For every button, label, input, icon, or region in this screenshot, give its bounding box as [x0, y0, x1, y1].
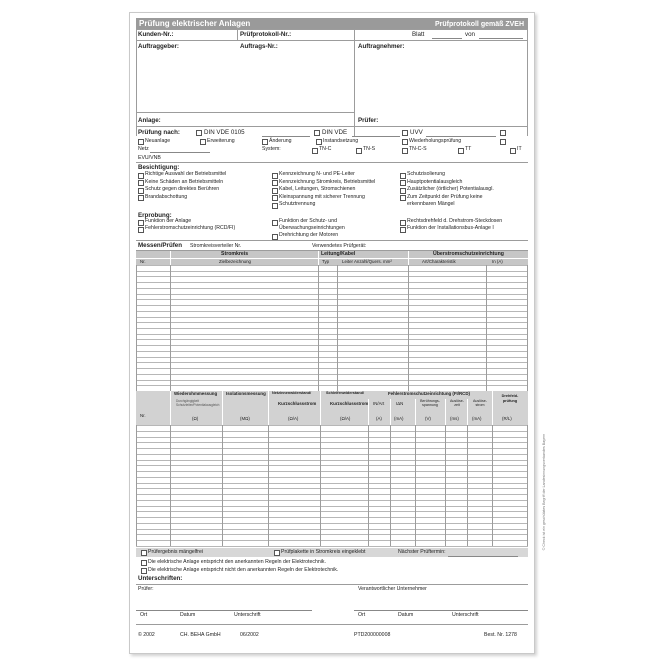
- grid-col-line: [467, 425, 468, 546]
- t2-netz2: Kurzschlussstrom: [278, 401, 317, 406]
- code-text: PTD200000008: [354, 632, 391, 638]
- grid-row-line: [136, 362, 528, 363]
- besichtigung-item: Kabel, Leitungen, Stromschienen: [279, 186, 356, 193]
- copyright-text: © 2002: [138, 632, 155, 638]
- grid-row-line: [136, 317, 528, 318]
- netz-label: Netz: [138, 146, 149, 152]
- tn-s-checkbox[interactable]: [356, 148, 362, 154]
- grid-row-line: [136, 471, 528, 472]
- grid-row-line: [136, 460, 528, 461]
- system-label: System:: [262, 146, 281, 152]
- t2-in: IN/Art: [373, 401, 385, 406]
- t2-wieder-sub: Durchgängigkeit Schutzleiter/Potentialausgleich: [176, 399, 220, 407]
- din-vde-0105-checkbox[interactable]: [196, 130, 202, 136]
- sig-pruefer-label: Prüfer:: [138, 586, 154, 592]
- regel-ok-checkbox[interactable]: [141, 560, 147, 566]
- besichtigung-item: erkennbaren Mängel: [407, 201, 455, 208]
- neuanlage-label: Neuanlage: [145, 137, 171, 144]
- grid-row-line: [136, 517, 528, 518]
- grid-row-line: [136, 437, 528, 438]
- t2-schleife: Schleifenwiderstand/: [326, 391, 364, 395]
- aenderung-label: Änderung: [269, 137, 292, 144]
- sig1-datum: Datum: [180, 612, 196, 618]
- erprobung-item: Funktion der Anlage: [145, 218, 192, 224]
- t1-ueberstrom: Überstromschutzeinrichtung: [433, 251, 504, 257]
- t2-idelta-unit: (mA): [394, 416, 404, 421]
- sig2-ort: Ort: [358, 612, 366, 618]
- din-vde-label: DIN VDE: [322, 129, 348, 136]
- grid-col-line: [415, 425, 416, 546]
- erprobung-item: Funktion der Schutz- und: [279, 218, 337, 224]
- head-col-line: [415, 399, 416, 425]
- head-col-line: [268, 391, 269, 425]
- t1-typ: Typ: [322, 259, 330, 264]
- grid-row-line: [136, 374, 528, 375]
- t2-ausloesestrom-unit: (mA): [472, 416, 482, 421]
- t1-stromkreis: Stromkreis: [221, 251, 249, 257]
- grid-row-line: [136, 506, 528, 507]
- wiederholung-label: Wiederholungsprüfung: [409, 137, 462, 144]
- t2-idelta: IΔN: [396, 401, 404, 406]
- evu-label: EVU/VNB: [138, 155, 161, 161]
- besichtigung-item: Schutz gegen direktes Berühren: [145, 186, 220, 193]
- erprobung-checkbox[interactable]: [400, 220, 406, 226]
- erprobung-item: Überwachungseinrichtungen: [279, 225, 345, 232]
- grid-row-line: [136, 523, 528, 524]
- grid-row-line: [136, 294, 528, 295]
- date-text: 06/2002: [240, 632, 259, 638]
- tn-c-label: TN-C: [319, 146, 332, 152]
- plakette-checkbox[interactable]: [274, 550, 280, 556]
- t2-dreh: Drehfeld- prüfung: [501, 394, 519, 403]
- regel-ok-label: Die elektrische Anlage entspricht den anerkannten Regeln der Elektrotechnik.: [148, 559, 326, 565]
- grid-col-line: [486, 265, 487, 391]
- grid-col-line: [527, 425, 528, 546]
- auftraggeber-label: Auftraggeber:: [138, 43, 179, 50]
- extra-checkbox[interactable]: [500, 130, 506, 136]
- t1-in: In (A): [492, 259, 503, 264]
- anlage-label: Anlage:: [138, 117, 161, 124]
- grid-row-line: [136, 322, 528, 323]
- besichtigung-checkbox[interactable]: [138, 180, 144, 186]
- grid-col-line: [337, 265, 338, 391]
- erprobung-checkbox[interactable]: [138, 220, 144, 226]
- erprobung-item: Rechtsdrehfeld d. Drehstrom-Steckdosen: [407, 218, 503, 224]
- side-note-text: © Check ist ein geschütztes Begriff der Landesinnungsverbandes Bayern: [542, 433, 546, 551]
- grid-row-line: [136, 282, 528, 283]
- tn-s-label: TN-S: [363, 146, 376, 152]
- grid-row-line: [136, 357, 528, 358]
- erprobung-checkbox[interactable]: [272, 234, 278, 240]
- extra2-checkbox[interactable]: [500, 139, 506, 145]
- grid-row-line: [136, 368, 528, 369]
- t1-nr: Nr.: [140, 259, 146, 264]
- erweiterung-label: Erweiterung: [207, 137, 235, 144]
- grid-row-line: [136, 494, 528, 495]
- pruefer-label: Prüfer:: [358, 117, 379, 124]
- erprobung-checkbox[interactable]: [400, 227, 406, 233]
- grid-col-line: [390, 425, 391, 546]
- besichtigung-item: Schutzisolierung: [407, 171, 446, 177]
- besichtigung-item: Brandabschottung: [145, 193, 188, 200]
- grid-row-line: [136, 339, 528, 340]
- besichtigung-item: Keine Schäden an Betriebsmitteln: [145, 178, 224, 185]
- besichtigung-checkbox[interactable]: [400, 188, 406, 194]
- grid-row-line: [136, 305, 528, 306]
- grid-row-line: [136, 488, 528, 489]
- head-col-line: [368, 399, 369, 425]
- t2-in-unit: (A): [376, 416, 382, 421]
- instandsetzung-checkbox[interactable]: [316, 139, 322, 145]
- grid-row-line: [136, 454, 528, 455]
- besichtigung-checkbox[interactable]: [400, 173, 406, 179]
- besichtigung-checkbox[interactable]: [138, 188, 144, 194]
- head-col-line: [408, 251, 409, 265]
- grid-row-line: [136, 334, 528, 335]
- head-col-line: [170, 251, 171, 265]
- grid-row-line: [136, 425, 528, 426]
- besichtigung-item: Richtige Auswahl der Betriebsmittel: [145, 171, 227, 177]
- head-col-line: [390, 399, 391, 425]
- inspection-form: [136, 18, 528, 648]
- grid-row-line: [136, 288, 528, 289]
- erweiterung-checkbox[interactable]: [200, 139, 206, 145]
- regel-nok-checkbox[interactable]: [141, 568, 147, 574]
- head-col-line: [320, 391, 321, 425]
- grid-row-line: [136, 385, 528, 386]
- besichtigung-checkbox[interactable]: [272, 173, 278, 179]
- besichtigung-item: Zusätzlicher (örtlicher) Potentialausgl.: [407, 186, 494, 193]
- besichtigung-item: Schutztrennung: [279, 201, 316, 208]
- grid-row-line: [136, 345, 528, 346]
- besichtigung-item: Kleinspannung mit sicherer Trennung: [279, 193, 365, 200]
- it-label: IT: [517, 146, 522, 152]
- grid-col-line: [445, 425, 446, 546]
- t2-schleife2: Kurzschlussstrom: [330, 401, 369, 406]
- pruefung-nach-label: Prüfung nach:: [138, 129, 180, 136]
- best-nr-text: Best. Nr. 1278: [484, 632, 517, 638]
- grid-col-line: [170, 425, 171, 546]
- besichtigung-item: Zum Zeitpunkt der Prüfung keine: [407, 193, 483, 200]
- erprobung-item: Funktion der Installationsbus-Anlage I: [407, 225, 494, 232]
- maengelfrei-label: Prüfergebnis mängelfrei: [148, 549, 204, 555]
- instandsetzung-label: Instandsetzung: [323, 137, 359, 144]
- head-col-line: [318, 251, 319, 265]
- grid-row-line: [136, 477, 528, 478]
- aenderung-checkbox[interactable]: [262, 139, 268, 145]
- t2-nr: Nr.: [140, 413, 146, 418]
- grid-col-line: [136, 265, 137, 391]
- t2-wieder-unit: (Ω): [192, 416, 199, 421]
- grid-col-line: [527, 265, 528, 391]
- grid-row-line: [136, 276, 528, 277]
- it-checkbox[interactable]: [510, 148, 516, 154]
- neuanlage-checkbox[interactable]: [138, 139, 144, 145]
- plakette-label: Prüfplakette in Stromkreis eingeklebt: [281, 549, 366, 555]
- erprobung-checkbox[interactable]: [272, 220, 278, 226]
- t2-netz: Netzinnenwiderstand/: [272, 391, 312, 395]
- form-sheet: [129, 12, 535, 654]
- besichtigung-checkbox[interactable]: [138, 195, 144, 201]
- tt-label: TT: [465, 146, 472, 152]
- side-note: [534, 365, 546, 625]
- erprobung-item: Drehrichtung der Motoren: [279, 232, 339, 239]
- head-col-line: [467, 399, 468, 425]
- besichtigung-checkbox[interactable]: [272, 195, 278, 201]
- t2-netz-unit: (Ω/A): [288, 416, 299, 421]
- head-col-line: [445, 399, 446, 425]
- von-label: von: [465, 31, 475, 38]
- t1-ziel: Zielbezeichnung: [219, 259, 251, 264]
- t1-art: Art/Charakteristik: [422, 259, 456, 264]
- besichtigung-checkbox[interactable]: [272, 188, 278, 194]
- t2-schleife-unit: (Ω/A): [340, 416, 351, 421]
- tn-c-s-label: TN-C-S: [409, 146, 427, 152]
- sig2-unterschrift: Unterschrift: [452, 612, 479, 618]
- t2-iso-unit: (MΩ): [240, 416, 250, 421]
- sig2-datum: Datum: [398, 612, 414, 618]
- unterschriften-title: Unterschriften:: [138, 575, 183, 582]
- grid-col-line: [170, 265, 171, 391]
- grid-col-line: [368, 425, 369, 546]
- grid-row-line: [136, 299, 528, 300]
- grid-row-line: [136, 328, 528, 329]
- grid-col-line: [492, 425, 493, 546]
- wiederholung-checkbox[interactable]: [402, 139, 408, 145]
- t2-wieder: Wiederohmmessung: [174, 391, 218, 396]
- besichtigung-item: Kennzeichnung N- und PE-Leiter: [279, 171, 355, 177]
- head-col-line: [492, 391, 493, 425]
- erprobung-item: Fehlerstromschutzeinrichtung (RCD/FI): [145, 225, 236, 232]
- grid-col-line: [318, 265, 319, 391]
- form-subtitle: Prüfprotokoll gemäß ZVEH: [434, 20, 524, 28]
- besichtigung-checkbox[interactable]: [400, 180, 406, 186]
- besichtigung-checkbox[interactable]: [400, 195, 406, 201]
- sig-unternehmer-label: Verantwortlicher Unternehmer: [358, 586, 427, 592]
- auftrags-nr-label: Auftrags-Nr.:: [240, 43, 278, 50]
- grid-row-line: [136, 529, 528, 530]
- besichtigung-title: Besichtigung:: [138, 164, 180, 171]
- t2-beruehr: Berührungs- spannung: [420, 399, 440, 407]
- t2-beruehr-unit: (V): [425, 416, 431, 421]
- din-vde-0105-label: DIN VDE 0105: [204, 129, 245, 136]
- besichtigung-checkbox[interactable]: [138, 173, 144, 179]
- t2-fehler: Fehlerstromschutzeinrichtung (FI/RCD): [388, 391, 470, 396]
- tn-c-s-checkbox[interactable]: [402, 148, 408, 154]
- header-bar: [136, 18, 528, 29]
- grid-col-line: [408, 265, 409, 391]
- grid-col-line: [320, 425, 321, 546]
- t2-ausloese: Auslöse- zeit: [450, 399, 464, 407]
- grid-row-line: [136, 546, 528, 547]
- t2-ausloese-unit: (ms): [450, 416, 459, 421]
- tn-c-checkbox[interactable]: [312, 148, 318, 154]
- grid-row-line: [136, 265, 528, 266]
- uvv-label: UVV: [410, 129, 423, 136]
- messen-title: Messen/Prüfen: [138, 242, 183, 249]
- kunden-nr-label: Kunden-Nr.:: [138, 31, 174, 38]
- sig1-ort: Ort: [140, 612, 148, 618]
- grid-row-line: [136, 431, 528, 432]
- erprobung-title: Erprobung:: [138, 212, 172, 219]
- grid-row-line: [136, 465, 528, 466]
- company-text: CH. BEHA GmbH: [180, 632, 221, 638]
- grid-row-line: [136, 271, 528, 272]
- grid-row-line: [136, 442, 528, 443]
- grid-col-line: [136, 425, 137, 546]
- head-col-line: [170, 391, 171, 425]
- naechster-label: Nächster Prüftermin:: [398, 549, 446, 555]
- t2-iso: Isolationsmessung: [226, 391, 266, 396]
- grid-row-line: [136, 511, 528, 512]
- form-title: Prüfung elektrischer Anlagen: [139, 19, 251, 28]
- t2-ausloesestrom: Auslöse- strom: [473, 399, 487, 407]
- pruefgeraet-label: Verwendetes Prüfgerät:: [312, 243, 367, 249]
- grid-row-line: [136, 540, 528, 541]
- grid-row-line: [136, 534, 528, 535]
- grid-col-line: [268, 425, 269, 546]
- t1-leiter: Leiter Anzahl/Quers. mm²: [342, 259, 392, 264]
- regel-nok-label: Die elektrische Anlage entspricht nicht den anerkannten Regeln der Elektrotechnik.: [148, 567, 339, 573]
- verteiler-label: Stromkreisverteiler Nr.: [190, 243, 242, 249]
- maengelfrei-checkbox[interactable]: [141, 550, 147, 556]
- besichtigung-item: Kennzeichnung Stromkreis, Betriebsmittel: [279, 178, 376, 185]
- tt-checkbox[interactable]: [458, 148, 464, 154]
- t1-leitung: Leitung/Kabel: [321, 251, 356, 257]
- grid-col-line: [222, 425, 223, 546]
- t2-dreh-unit: (R/L): [502, 416, 512, 421]
- protokoll-nr-label: Prüfprotokoll-Nr.:: [240, 31, 292, 38]
- uvv-checkbox[interactable]: [402, 130, 408, 136]
- din-vde-checkbox[interactable]: [314, 130, 320, 136]
- besichtigung-checkbox[interactable]: [272, 180, 278, 186]
- besichtigung-item: Hauptpotentialausgleich: [407, 178, 463, 185]
- besichtigung-checkbox[interactable]: [272, 203, 278, 209]
- auftragnehmer-label: Auftragnehmer:: [358, 43, 405, 50]
- grid-row-line: [136, 500, 528, 501]
- grid-row-line: [136, 351, 528, 352]
- head-col-line: [222, 391, 223, 425]
- grid-row-line: [136, 380, 528, 381]
- grid-row-line: [136, 483, 528, 484]
- grid-row-line: [136, 448, 528, 449]
- blatt-label: Blatt: [412, 31, 425, 38]
- erprobung-checkbox[interactable]: [138, 227, 144, 233]
- grid-row-line: [136, 311, 528, 312]
- sig1-unterschrift: Unterschrift: [234, 612, 261, 618]
